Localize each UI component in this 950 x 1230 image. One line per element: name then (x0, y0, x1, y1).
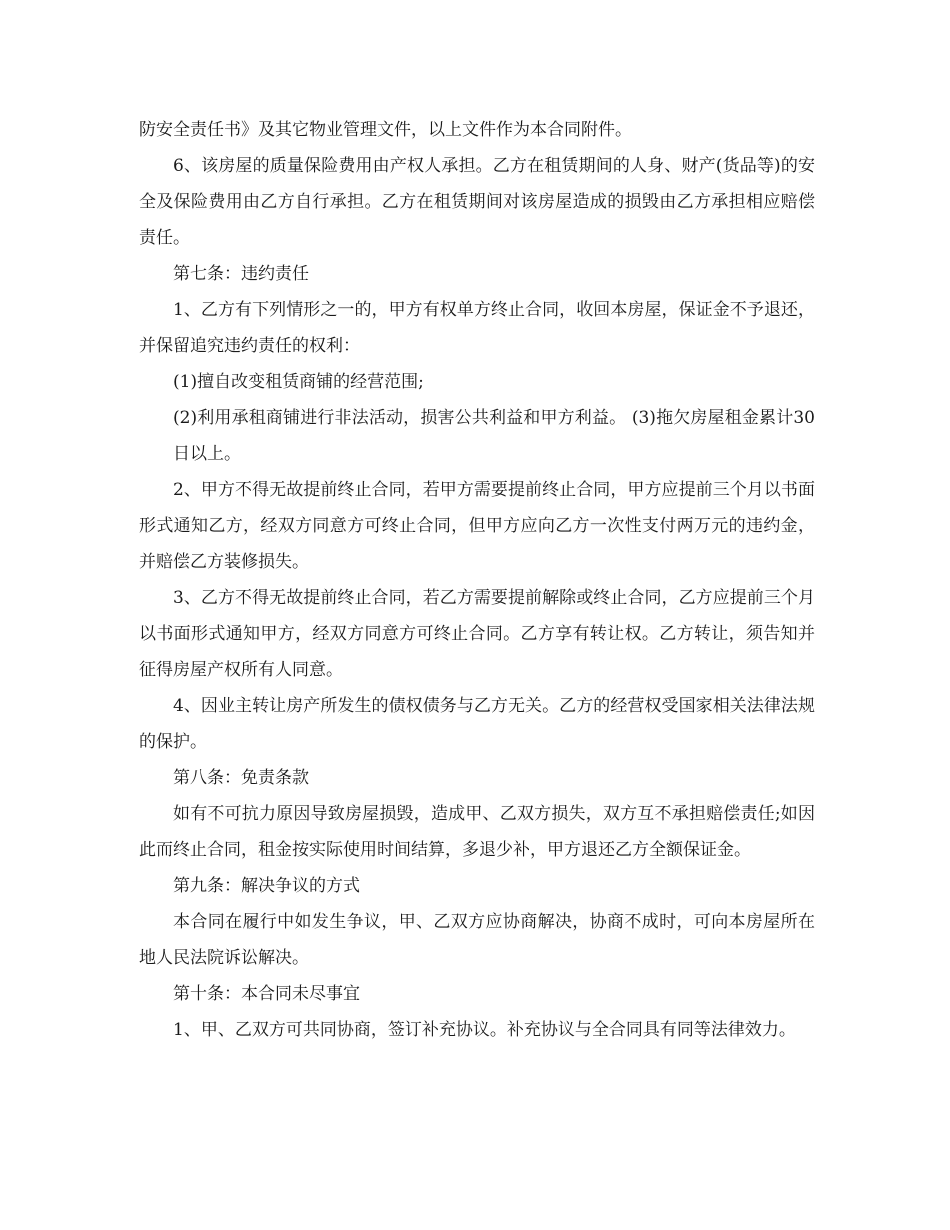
paragraph-dispute-resolution: 本合同在履行中如发生争议，甲、乙双方应协商解决，协商不成时，可向本房屋所在地人民法院诉讼解决。 (139, 912, 815, 968)
list-item-breach-2-3: (2)利用承租商铺进行非法活动，损害公共利益和甲方利益。 (3)拖欠房屋租金累计30日以上。 (173, 408, 815, 464)
list-item-breach-1: (1)擅自改变租赁商铺的经营范围; (173, 372, 424, 392)
heading-article-9: 第九条：解决争议的方式 (173, 876, 360, 896)
paragraph-article-7-item-4: 4、因业主转让房产所发生的债权债务与乙方无关。乙方的经营权受国家相关法律法规的保护。 (139, 696, 815, 752)
heading-article-8: 第八条：免责条款 (173, 768, 309, 788)
paragraph-article-7-item-3: 3、乙方不得无故提前终止合同，若乙方需要提前解除或终止合同，乙方应提前三个月以书面形式通知甲方，经双方同意方可终止合同。乙方享有转让权。乙方转让，须告知并征得房屋产权所有人同意。 (139, 588, 815, 680)
paragraph-attachments-continuation: 防安全责任书》及其它物业管理文件，以上文件作为本合同附件。 (139, 120, 632, 140)
heading-article-7: 第七条：违约责任 (173, 264, 309, 284)
paragraph-article-7-item-2: 2、甲方不得无故提前终止合同，若甲方需要提前终止合同，甲方应提前三个月以书面形式通知乙方，经双方同意方可终止合同，但甲方应向乙方一次性支付两万元的违约金，并赔偿乙方装修损失。 (139, 480, 815, 572)
paragraph-force-majeure: 如有不可抗力原因导致房屋损毁，造成甲、乙双方损失，双方互不承担赔偿责任;如因此而终止合同，租金按实际使用时间结算，多退少补，甲方退还乙方全额保证金。 (139, 804, 815, 860)
document-body (139, 112, 815, 1048)
paragraph-insurance-clause: 6、该房屋的质量保险费用由产权人承担。乙方在租赁期间的人身、财产(货品等)的安全及保险费用由乙方自行承担。乙方在租赁期间对该房屋造成的损毁由乙方承担相应赔偿责任。 (139, 156, 815, 248)
paragraph-supplementary-agreement: 1、甲、乙双方可共同协商，签订补充协议。补充协议与全合同具有同等法律效力。 (173, 1020, 796, 1040)
heading-article-10: 第十条：本合同未尽事宜 (173, 984, 360, 1004)
paragraph-article-7-item-1: 1、乙方有下列情形之一的，甲方有权单方终止合同，收回本房屋，保证金不予退还，并保留追究违约责任的权利： (139, 300, 815, 356)
